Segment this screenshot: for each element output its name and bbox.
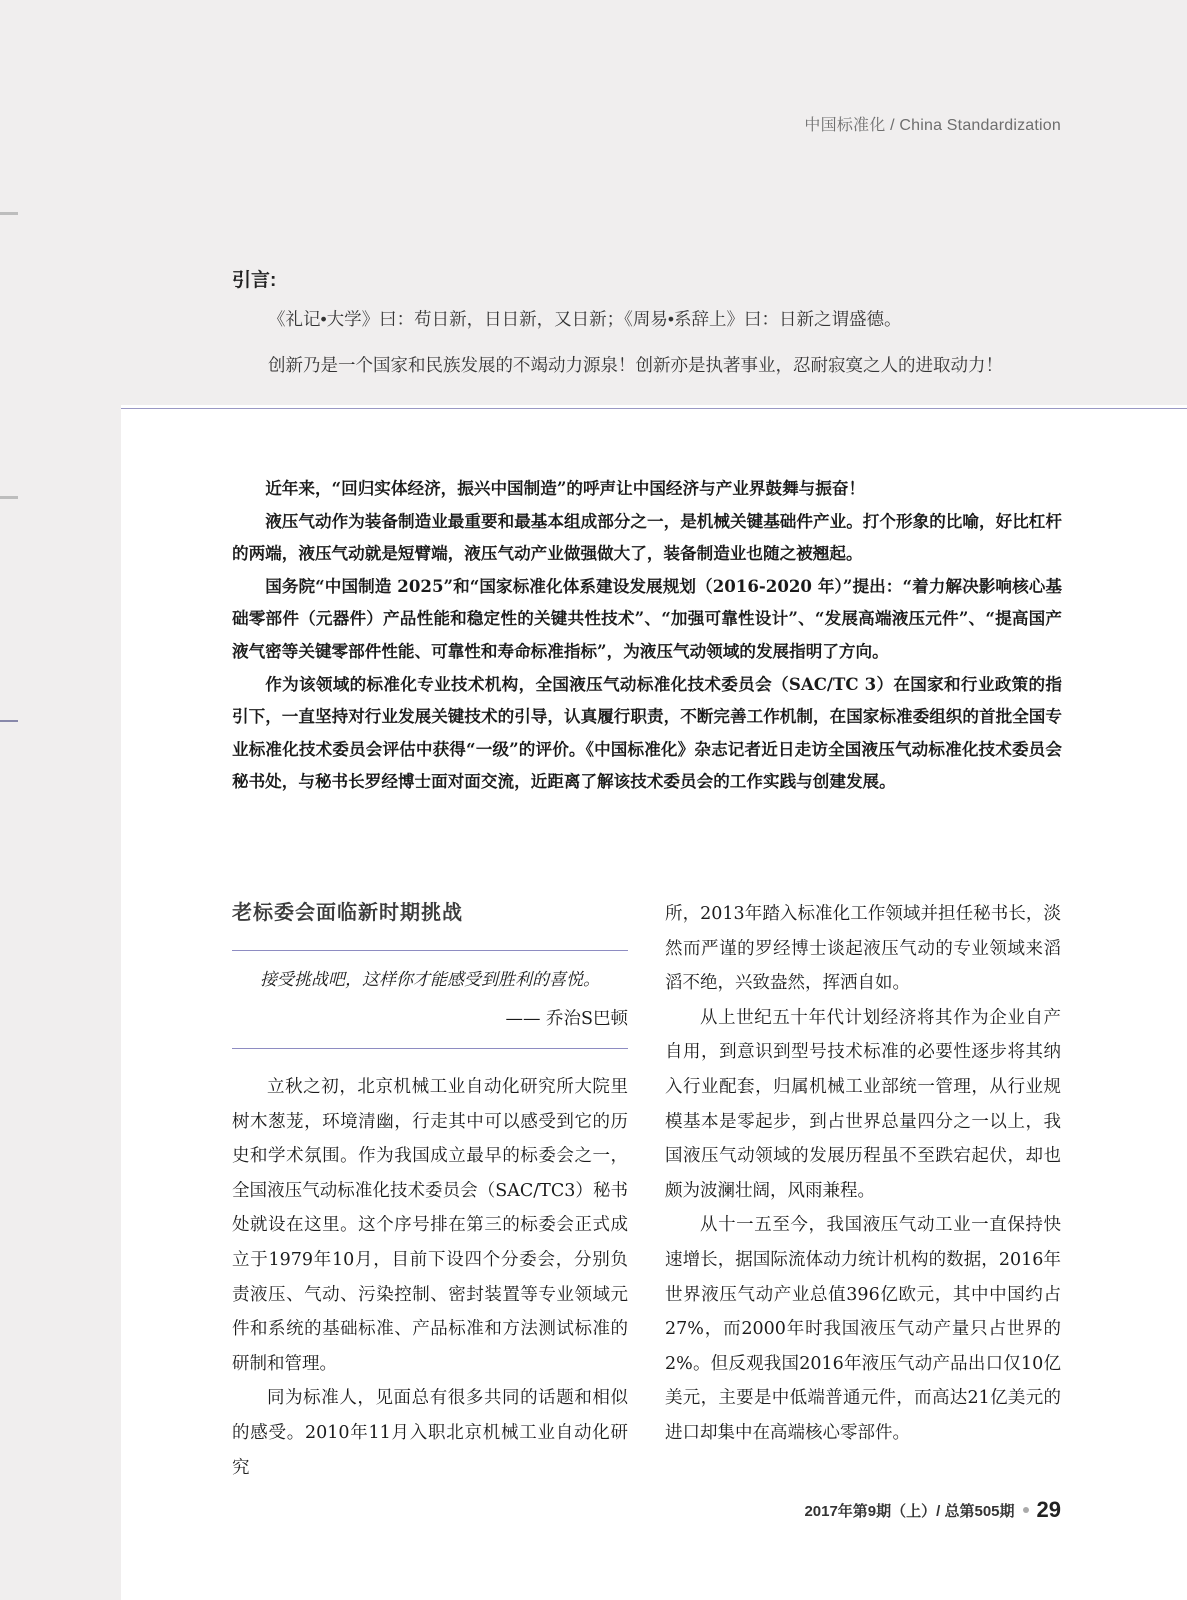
epigraph-quote: 接受挑战吧，这样你才能感受到胜利的喜悦。 <box>260 970 600 990</box>
margin-mark <box>0 720 18 722</box>
body-paragraph: 从十一五至今，我国液压气动工业一直保持快速增长，据国际流体动力统计机构的数据，2016年世界液压气动产业总值396亿欧元，其中中国约占27%，而2000年时我国液压气动产量只占世界的2%。但反观我国2016年液压气动产品出口仅10亿美元，主要是中低端普通元件，而高达21亿美元的进口却集中在高端核心零部件。 <box>665 1215 1061 1443</box>
lede-block <box>232 472 1062 798</box>
lede-paragraph: 近年来，“回归实体经济，振兴中国制造”的呼声让中国经济与产业界鼓舞与振奋！ <box>265 478 866 498</box>
intro-divider <box>121 408 1187 409</box>
page-number: 29 <box>1036 1497 1061 1522</box>
bullet-dot-icon <box>1023 1507 1029 1513</box>
left-margin-band <box>0 0 121 1600</box>
section-title: 老标委会面临新时期挑战 <box>232 902 463 924</box>
quote-rule-bottom <box>232 1048 628 1049</box>
journal-header: 中国标准化 / China Standardization <box>804 117 1061 134</box>
body-paragraph: 所，2013年踏入标准化工作领域并担任秘书长，淡然而严谨的罗经博士谈起液压气动的专业领域来滔滔不绝，兴致盎然，挥洒自如。 <box>665 904 1061 994</box>
body-column-right <box>665 897 1061 1451</box>
lede-paragraph: 液压气动作为装备制造业最重要和最基本组成部分之一，是机械关键基础件产业。打个形象的比喻，好比杠杆的两端，液压气动就是短臂端，液压气动产业做强做大了，装备制造业也随之被翘起。 <box>232 510 1062 564</box>
body-paragraph: 从上世纪五十年代计划经济将其作为企业自产自用，到意识到型号技术标准的必要性逐步将其纳入行业配套，归属机械工业部统一管理，从行业规模基本是零起步，到占世界总量四分之一以上，我国液压气动领域的发展历程虽不至跌宕起伏，却也颇为波澜壮阔，风雨兼程。 <box>665 1007 1061 1201</box>
intro-line: 《礼记•大学》曰：苟日新，日日新，又日新；《周易•系辞上》曰：日新之谓盛德。 <box>268 309 902 329</box>
epigraph-author: —— 乔治S巴顿 <box>505 1009 628 1029</box>
issue-info: 2017年第9期（上）/ 总第505期 <box>804 1502 1015 1520</box>
body-paragraph: 立秋之初，北京机械工业自动化研究所大院里树木葱茏，环境清幽，行走其中可以感受到它的历史和学术氛围。作为我国成立最早的标委会之一，全国液压气动标准化技术委员会（SAC/TC3）秘书处就设在这里。这个序号排在第三的标委会正式成立于1979年10月，目前下设四个分委会，分别负责液压、气动、污染控制、密封装置等专业领域元件和系统的基础标准、产品标准和方法测试标准的研制和管理。 <box>232 1077 628 1374</box>
quote-rule-top <box>232 950 628 951</box>
margin-mark <box>0 212 18 215</box>
body-column-left <box>232 1070 628 1485</box>
body-paragraph: 同为标准人，见面总有很多共同的话题和相似的感受。2010年11月入职北京机械工业自动化研究 <box>232 1388 628 1478</box>
lede-paragraph: 国务院“中国制造 2025”和“国家标准化体系建设发展规划（2016-2020 年）”提出：“着力解决影响核心基础零部件（元器件）产品性能和稳定性的关键共性技术”、“加强可靠性设计”、“发展高端液压元件”、“提高国产液气密等关键零部件性能、可靠性和寿命标准指标”，为液压气动领域的发展指明了方向。 <box>232 575 1062 661</box>
intro-title: 引言: <box>232 270 277 291</box>
margin-mark <box>0 496 18 499</box>
intro-line: 创新乃是一个国家和民族发展的不竭动力源泉！创新亦是执著事业，忍耐寂寞之人的进取动力！ <box>268 355 1003 375</box>
page-footer <box>804 1497 1061 1523</box>
intro-block <box>232 265 1062 398</box>
lede-paragraph: 作为该领域的标准化专业技术机构，全国液压气动标准化技术委员会（SAC/TC 3）在国家和行业政策的指引下，一直坚持对行业发展关键技术的引导，认真履行职责，不断完善工作机制，在国家标准委组织的首批全国专业标准化技术委员会评估中获得“一级”的评价。《中国标准化》杂志记者近日走访全国液压气动标准化技术委员会秘书处，与秘书长罗经博士面对面交流，近距离了解该技术委员会的工作实践与创建发展。 <box>232 673 1062 792</box>
